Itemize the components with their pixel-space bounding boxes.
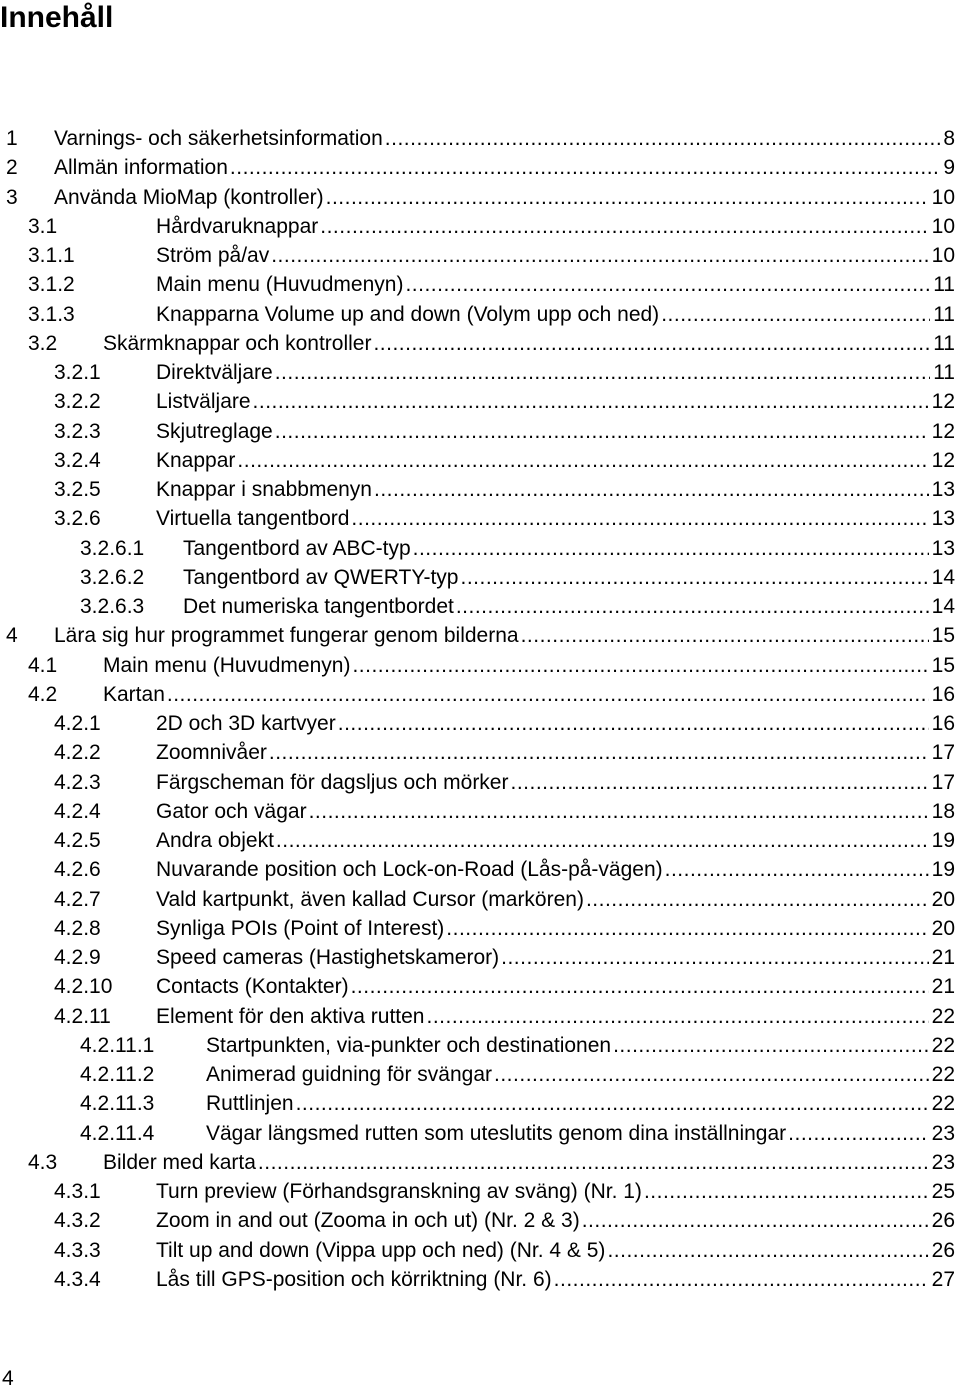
toc-dot-leader <box>237 446 928 475</box>
toc-entry-title: 2D och 3D kartvyer <box>156 712 336 735</box>
toc-entry-page: 26 <box>931 1238 955 1262</box>
toc-dot-leader <box>271 241 928 270</box>
toc-dot-leader <box>269 738 929 767</box>
toc-entry[interactable] <box>80 534 955 563</box>
toc-entry-title: Zoomnivåer <box>156 741 267 765</box>
toc-dot-leader <box>258 1148 929 1177</box>
toc-entry[interactable] <box>80 1089 955 1118</box>
toc-entry-title: Tilt up and down (Vippa upp och ned) (Nr. 4 & 5) <box>156 1238 606 1262</box>
toc-entry-page: 21 <box>931 975 955 999</box>
toc-entry-page: 19 <box>931 858 955 882</box>
toc-entry[interactable] <box>80 563 955 592</box>
toc-entry[interactable] <box>28 651 955 680</box>
toc-entry-number: 4.2.9 <box>54 946 101 969</box>
toc-dot-leader <box>326 183 929 212</box>
toc-entry-number: 4.3.1 <box>54 1180 101 1203</box>
toc-entry-page: 16 <box>931 712 955 735</box>
toc-dot-leader <box>521 621 929 650</box>
toc-entry-title: Gator och vägar <box>156 799 307 823</box>
toc-entry-title: Element för den aktiva rutten <box>156 1004 425 1028</box>
toc-entry-page: 12 <box>931 419 955 443</box>
toc-entry-page: 15 <box>931 624 955 648</box>
toc-entry-title: Skjutreglage <box>156 419 273 443</box>
toc-entry-title: Andra objekt <box>156 829 274 852</box>
toc-entry[interactable] <box>54 504 955 533</box>
toc-entry[interactable] <box>80 592 955 621</box>
toc-entry-number: 2 <box>6 156 18 180</box>
toc-entry-number: 3.2.3 <box>54 419 101 443</box>
toc-entry-page: 12 <box>931 448 955 472</box>
toc-entry-number: 4.2.11.1 <box>80 1033 155 1057</box>
toc-entry[interactable] <box>54 943 955 972</box>
toc-dot-leader <box>374 475 929 504</box>
toc-dot-leader <box>644 1177 929 1206</box>
toc-dot-leader <box>373 329 930 358</box>
toc-entry-page: 11 <box>933 331 955 355</box>
toc-entry-number: 3.2.6.2 <box>80 565 145 589</box>
toc-entry[interactable] <box>54 1002 955 1031</box>
toc-entry-title: Direktväljare <box>156 361 273 384</box>
toc-entry-number: 3.2.6 <box>54 507 101 531</box>
toc-dot-leader <box>501 943 929 972</box>
toc-dot-leader <box>554 1265 929 1294</box>
toc-entry-title: Ruttlinjen <box>206 1092 294 1116</box>
page-number: 4 <box>2 1367 14 1390</box>
toc-entry-page: 21 <box>931 946 955 969</box>
toc-entry-title: Varnings- och säkerhetsinformation <box>54 127 383 150</box>
toc-entry-title: Synliga POIs (Point of Interest) <box>156 916 445 940</box>
toc-dot-leader <box>426 1002 928 1031</box>
toc-entry-number: 4.3.3 <box>54 1238 101 1262</box>
toc-entry-page: 22 <box>931 1063 955 1086</box>
toc-entry-number: 4.2.10 <box>54 975 113 999</box>
toc-entry[interactable] <box>80 1119 955 1148</box>
toc-entry-page: 10 <box>931 214 955 238</box>
toc-entry-title: Main menu (Huvudmenyn) <box>156 273 404 297</box>
toc-dot-leader <box>456 592 929 621</box>
toc-entry-page: 11 <box>933 273 955 297</box>
toc-entry-number: 4.2.3 <box>54 770 101 794</box>
toc-dot-leader <box>230 153 940 182</box>
toc-entry[interactable] <box>54 1206 955 1235</box>
toc-dot-leader <box>275 358 930 387</box>
toc-entry-title: Ström på/av <box>156 244 270 267</box>
toc-entry[interactable] <box>54 446 955 475</box>
toc-entry-number: 3.1.1 <box>28 244 75 267</box>
toc-dot-leader <box>276 826 929 855</box>
toc-entry-number: 4.1 <box>28 653 58 677</box>
toc-dot-leader <box>613 1031 929 1060</box>
toc-entry[interactable] <box>28 270 955 299</box>
toc-entry[interactable] <box>54 885 955 914</box>
toc-entry-page: 13 <box>931 536 955 560</box>
toc-entry[interactable] <box>28 329 955 358</box>
toc-entry-title: Färgscheman för dagsljus och mörker <box>156 770 509 794</box>
toc-entry-number: 3.2.2 <box>54 390 101 414</box>
toc-entry[interactable] <box>28 212 955 241</box>
toc-entry-title: Bilder med karta <box>103 1150 256 1174</box>
toc-entry-page: 25 <box>931 1180 955 1203</box>
toc-entry-number: 4.2.4 <box>54 799 101 823</box>
toc-dot-leader <box>446 914 928 943</box>
toc-dot-leader <box>338 709 929 738</box>
toc-entry[interactable] <box>54 914 955 943</box>
toc-dot-leader <box>309 797 929 826</box>
toc-entry-page: 10 <box>931 244 955 267</box>
toc-entry-number: 3.2.1 <box>54 361 101 384</box>
toc-entry-page: 22 <box>931 1004 955 1028</box>
toc-entry-page: 16 <box>931 682 955 706</box>
toc-entry-number: 4.2.5 <box>54 829 101 852</box>
toc-entry[interactable] <box>54 417 955 446</box>
toc-entry-number: 4 <box>6 624 18 648</box>
toc-entry-page: 14 <box>931 565 955 589</box>
toc-entry-page: 13 <box>931 478 955 501</box>
toc-entry[interactable] <box>54 387 955 416</box>
toc-entry-page: 18 <box>931 799 955 823</box>
toc-entry-title: Skärmknappar och kontroller <box>103 331 372 355</box>
toc-entry-number: 4.3.4 <box>54 1267 101 1291</box>
toc-entry-title: Knappar <box>156 448 236 472</box>
toc-entry[interactable] <box>54 738 955 767</box>
toc-entry-number: 4.2 <box>28 682 58 706</box>
toc-entry-number: 3 <box>6 185 18 209</box>
toc-dot-leader <box>661 300 930 329</box>
toc-dot-leader <box>296 1089 929 1118</box>
toc-entry-page: 8 <box>943 127 955 150</box>
toc-entry-title: Main menu (Huvudmenyn) <box>103 653 351 677</box>
toc-entry-number: 1 <box>6 127 18 150</box>
toc-entry-number: 3.2.6.3 <box>80 595 145 618</box>
toc-dot-leader <box>351 504 928 533</box>
toc-entry-page: 9 <box>943 156 955 180</box>
toc-entry-page: 19 <box>931 829 955 852</box>
toc-entry-title: Animerad guidning för svängar <box>206 1063 493 1086</box>
toc-entry[interactable] <box>54 475 955 504</box>
toc-entry[interactable] <box>6 124 955 153</box>
toc-dot-leader <box>582 1206 929 1235</box>
toc-entry[interactable] <box>28 1148 955 1177</box>
toc-entry-page: 15 <box>931 653 955 677</box>
toc-entry-title: Använda MioMap (kontroller) <box>54 185 324 209</box>
toc-entry-number: 4.2.7 <box>54 887 101 911</box>
toc-entry-number: 3.2.4 <box>54 448 101 472</box>
toc-entry[interactable] <box>54 972 955 1001</box>
toc-entry-title: Det numeriska tangentbordet <box>183 595 454 618</box>
toc-entry-number: 4.3.2 <box>54 1209 101 1233</box>
toc-entry[interactable] <box>80 1031 955 1060</box>
toc-entry[interactable] <box>54 358 955 387</box>
toc-entry[interactable] <box>28 680 955 709</box>
toc-entry-number: 4.2.2 <box>54 741 101 765</box>
toc-entry-number: 3.2.5 <box>54 478 101 501</box>
toc-entry-title: Knappar i snabbmenyn <box>156 478 372 501</box>
toc-entry-page: 26 <box>931 1209 955 1233</box>
toc-entry[interactable] <box>6 621 955 650</box>
toc-entry-title: Lås till GPS-position och körriktning (Nr. 6) <box>156 1267 552 1291</box>
toc-entry-title: Zoom in and out (Zooma in och ut) (Nr. 2 & 3) <box>156 1209 580 1233</box>
page-title: Innehåll <box>0 1 114 34</box>
toc-entry-title: Contacts (Kontakter) <box>156 975 349 999</box>
toc-entry-page: 20 <box>931 887 955 911</box>
toc-entry-page: 12 <box>931 390 955 414</box>
toc-entry[interactable] <box>54 1177 955 1206</box>
toc-entry[interactable] <box>54 768 955 797</box>
toc-entry-title: Vägar längsmed rutten som uteslutits genom dina inställningar <box>206 1121 787 1145</box>
toc-entry-title: Lära sig hur programmet fungerar genom bilderna <box>54 624 519 648</box>
toc-entry-number: 3.1 <box>28 214 58 238</box>
toc-entry-number: 4.2.1 <box>54 712 101 735</box>
toc-entry-number: 4.2.11.3 <box>80 1092 155 1116</box>
toc-dot-leader <box>352 651 928 680</box>
toc-entry-number: 4.2.11.2 <box>80 1063 155 1086</box>
toc-dot-leader <box>167 680 929 709</box>
toc-entry[interactable] <box>6 183 955 212</box>
toc-entry-title: Tangentbord av ABC-typ <box>183 536 411 560</box>
toc-entry[interactable] <box>54 709 955 738</box>
toc-entry[interactable] <box>80 1060 955 1089</box>
toc-dot-leader <box>351 972 929 1001</box>
toc-entry-number: 4.2.8 <box>54 916 101 940</box>
toc-entry-page: 22 <box>931 1033 955 1057</box>
toc-entry-title: Speed cameras (Hastighetskameror) <box>156 946 500 969</box>
toc-dot-leader <box>586 885 929 914</box>
toc-dot-leader <box>494 1060 929 1089</box>
toc-dot-leader <box>460 563 928 592</box>
toc-dot-leader <box>405 270 930 299</box>
toc-entry-page: 11 <box>933 361 955 384</box>
toc-dot-leader <box>788 1119 928 1148</box>
toc-dot-leader <box>510 768 928 797</box>
toc-entry-number: 4.2.11.4 <box>80 1121 155 1145</box>
toc-entry-page: 22 <box>931 1092 955 1116</box>
toc-entry-page: 13 <box>931 507 955 531</box>
toc-entry-page: 11 <box>933 302 955 326</box>
toc-dot-leader <box>385 124 941 153</box>
toc-entry[interactable] <box>54 1236 955 1265</box>
toc-entry-page: 23 <box>931 1150 955 1174</box>
toc-entry[interactable] <box>28 241 955 270</box>
toc-dot-leader <box>275 417 929 446</box>
toc-entry-number: 4.2.6 <box>54 858 101 882</box>
toc-entry[interactable] <box>54 855 955 884</box>
toc-entry-page: 17 <box>931 741 955 765</box>
toc-entry-number: 4.3 <box>28 1150 58 1174</box>
toc-entry-number: 3.2 <box>28 331 58 355</box>
toc-entry-title: Knapparna Volume up and down (Volym upp och ned) <box>156 302 660 326</box>
toc-entry-title: Virtuella tangentbord <box>156 507 350 531</box>
toc-entry-number: 3.1.2 <box>28 273 75 297</box>
toc-entry-page: 20 <box>931 916 955 940</box>
toc-entry-page: 27 <box>931 1267 955 1291</box>
toc-dot-leader <box>607 1236 928 1265</box>
toc-entry-title: Kartan <box>103 682 165 706</box>
toc-dot-leader <box>253 387 929 416</box>
toc-dot-leader <box>413 534 929 563</box>
toc-entry-page: 17 <box>931 770 955 794</box>
toc-entry-page: 10 <box>931 185 955 209</box>
toc-entry-number: 3.1.3 <box>28 302 75 326</box>
toc-entry-page: 23 <box>931 1121 955 1145</box>
toc-entry-number: 3.2.6.1 <box>80 536 145 560</box>
toc-entry[interactable] <box>54 1265 955 1294</box>
toc-entry-title: Turn preview (Förhandsgranskning av sväng) (Nr. 1) <box>156 1180 642 1203</box>
toc-entry-title: Nuvarande position och Lock-on-Road (Lås-på-vägen) <box>156 858 663 882</box>
toc-dot-leader <box>665 855 929 884</box>
toc-entry[interactable] <box>54 797 955 826</box>
toc-entry[interactable] <box>6 153 955 182</box>
toc-entry[interactable] <box>54 826 955 855</box>
toc-dot-leader <box>320 212 928 241</box>
toc-entry-title: Startpunkten, via-punkter och destinationen <box>206 1033 612 1057</box>
toc-entry-number: 4.2.11 <box>54 1004 111 1028</box>
toc-entry-page: 14 <box>931 595 955 618</box>
toc-entry[interactable] <box>28 300 955 329</box>
toc-entry-title: Tangentbord av QWERTY-typ <box>183 565 459 589</box>
toc-entry-title: Listväljare <box>156 390 251 414</box>
toc-entry-title: Allmän information <box>54 156 228 180</box>
toc-entry-title: Vald kartpunkt, även kallad Cursor (markören) <box>156 887 584 911</box>
toc-entry-title: Hårdvaruknappar <box>156 214 319 238</box>
